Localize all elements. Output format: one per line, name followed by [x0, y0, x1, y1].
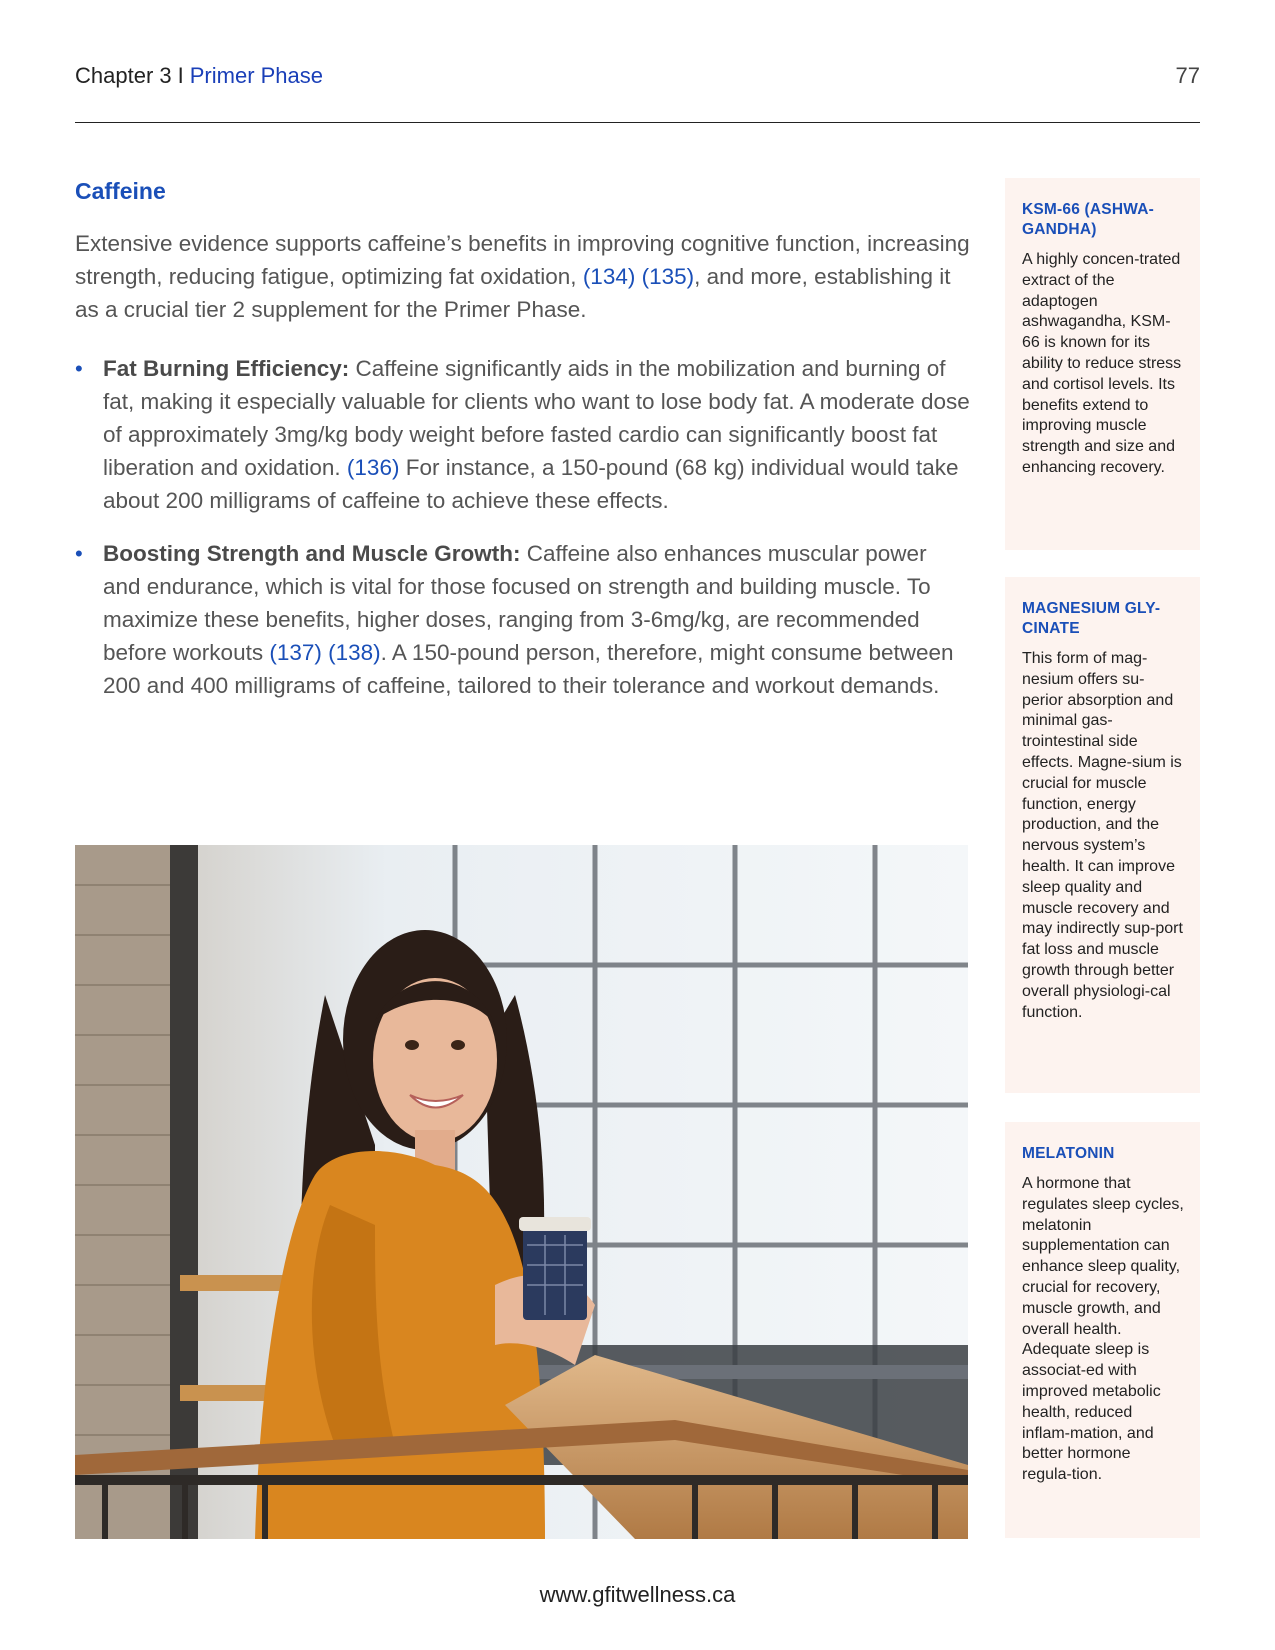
- section-heading: Caffeine: [75, 178, 166, 204]
- sidebar-body: A hormone that regulates sleep cycles, melatonin supplementation can enhance sleep quality, crucial for recovery, muscle growth, and overall health. Adequate sleep is associat-ed with improved metabolic health, reduced inflam-mation, and better hormone regula-tion.: [1022, 1175, 1184, 1484]
- header-divider: [75, 122, 1200, 123]
- list-item: [75, 537, 970, 702]
- sidebar-title: MELATONIN: [1022, 1145, 1115, 1162]
- coffee-cup: [519, 1217, 591, 1320]
- citation-link[interactable]: (136): [346, 455, 400, 480]
- main-content: [75, 178, 970, 722]
- list-item: [75, 352, 970, 517]
- sidebar-title: MAGNESIUM GLY-CINATE: [1022, 600, 1161, 637]
- chapter-label: [75, 63, 323, 89]
- bullet-icon: •: [75, 541, 83, 566]
- bullet-title: Boosting Strength and Muscle Growth:: [103, 541, 521, 566]
- intro-paragraph: [75, 227, 970, 326]
- bullet-text-end: . A 150-pound person, therefore, might consume between 200 and 400 milligrams of caffeine, tailored to their tolerance and workout demands.: [103, 640, 954, 698]
- bullet-icon: •: [75, 356, 83, 381]
- sidebar-title: KSM-66 (ASHWA-GANDHA): [1022, 201, 1154, 238]
- sidebar-box-ksm66: [1005, 178, 1200, 550]
- bullet-text-end: For instance, a 150-pound (68 kg) individual would take about 200 milligrams of caffeine to achieve these effects.: [103, 455, 959, 513]
- chapter-number: Chapter 3: [75, 63, 172, 88]
- intro-text: Extensive evidence supports caffeine’s benefits in improving cognitive function, increasing strength, reducing fatigue, optimizing fat oxidation,: [75, 231, 970, 289]
- intro-text-end: , and more, establishing it as a crucial tier 2 supplement for the Primer Phase.: [75, 264, 951, 322]
- bullet-text: Caffeine also enhances muscular power and endurance, which is vital for those focused on strength and building muscle. To maximize these benefits, higher doses, ranging from 3-6mg/kg, are recommended before workouts: [103, 541, 931, 665]
- bullet-title: Fat Burning Efficiency:: [103, 356, 350, 381]
- sidebar-box-magnesium: [1005, 577, 1200, 1093]
- sidebar-body: A highly concen-trated extract of the adaptogen ashwagandha, KSM-66 is known for its ability to reduce stress and cortisol levels. Its benefits extend to improving muscle strength and size and enhancing recovery.: [1022, 251, 1182, 476]
- bullet-list: [75, 352, 970, 702]
- section-name: Primer Phase: [189, 63, 324, 88]
- bullet-text: Caffeine significantly aids in the mobilization and burning of fat, making it especially valuable for clients who want to lose body fat. A moderate dose of approximately 3mg/kg body weight before fasted cardio can significantly boost fat liberation and oxidation.: [103, 356, 970, 480]
- citation-link[interactable]: (134) (135): [582, 264, 695, 289]
- page-number: 77: [1175, 63, 1200, 88]
- photo-illustration: [75, 845, 968, 1539]
- woman-with-coffee-photo: [75, 845, 968, 1539]
- sidebar-body: This form of mag-nesium offers su-perior absorption and minimal gas-trointestinal side effects. Magne-sium is crucial for muscle function, energy production, and the nervous system’s health. It can improve sleep quality and muscle recovery and may indirectly sup-port fat loss and muscle growth through better overall physiologi-cal function.: [1022, 650, 1183, 1021]
- header-separator: I: [177, 63, 184, 88]
- citation-link[interactable]: (137) (138): [269, 640, 381, 665]
- sidebar-box-melatonin: [1005, 1122, 1200, 1538]
- page-header: [75, 60, 1200, 92]
- footer-url: www.gfitwellness.ca: [539, 1582, 736, 1607]
